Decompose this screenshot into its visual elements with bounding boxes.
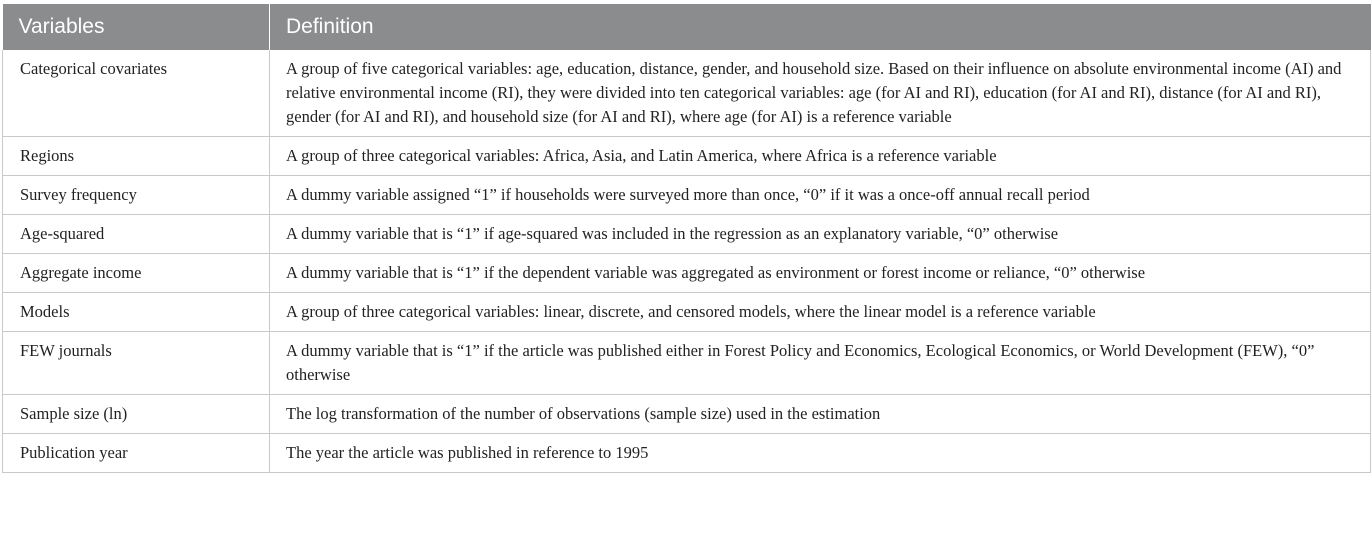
definition-cell: A group of three categorical variables: Africa, Asia, and Latin America, where Africa is a reference variable bbox=[270, 137, 1371, 176]
variable-cell: Models bbox=[3, 293, 270, 332]
variables-table bbox=[2, 4, 1371, 473]
variable-cell: Aggregate income bbox=[3, 254, 270, 293]
definition-cell: The year the article was published in reference to 1995 bbox=[270, 434, 1371, 473]
definition-cell: A dummy variable that is “1” if the article was published either in Forest Policy and Economics, Ecological Economics, or World Development (FEW), “0” otherwise bbox=[270, 332, 1371, 395]
table-row bbox=[3, 137, 1371, 176]
table-row bbox=[3, 332, 1371, 395]
variable-cell: Regions bbox=[3, 137, 270, 176]
definition-cell: A group of five categorical variables: age, education, distance, gender, and household size. Based on their influence on absolute environmental income (AI) and relative environmental income (RI), they were divided into ten categorical variables: age (for AI and RI), education (for AI and RI), distance (for AI and RI), gender (for AI and RI), and household size (for AI and RI), where age (for AI) is a reference variable bbox=[270, 50, 1371, 137]
header-row bbox=[3, 4, 1371, 50]
variable-cell: Publication year bbox=[3, 434, 270, 473]
definition-cell: A dummy variable assigned “1” if households were surveyed more than once, “0” if it was a once-off annual recall period bbox=[270, 176, 1371, 215]
header-definition: Definition bbox=[270, 4, 1371, 50]
variable-cell: Survey frequency bbox=[3, 176, 270, 215]
variable-cell: Categorical covariates bbox=[3, 50, 270, 137]
table-row bbox=[3, 395, 1371, 434]
definition-cell: A group of three categorical variables: linear, discrete, and censored models, where the linear model is a reference variable bbox=[270, 293, 1371, 332]
table-row bbox=[3, 176, 1371, 215]
table-row bbox=[3, 215, 1371, 254]
table-row bbox=[3, 50, 1371, 137]
table-body bbox=[3, 50, 1371, 473]
table-header bbox=[3, 4, 1371, 50]
variable-cell: Sample size (ln) bbox=[3, 395, 270, 434]
variable-cell: FEW journals bbox=[3, 332, 270, 395]
definition-cell: A dummy variable that is “1” if the dependent variable was aggregated as environment or forest income or reliance, “0” otherwise bbox=[270, 254, 1371, 293]
table-row bbox=[3, 434, 1371, 473]
table-row bbox=[3, 293, 1371, 332]
header-variables: Variables bbox=[3, 4, 270, 50]
definition-cell: A dummy variable that is “1” if age-squared was included in the regression as an explanatory variable, “0” otherwise bbox=[270, 215, 1371, 254]
table-row bbox=[3, 254, 1371, 293]
definition-cell: The log transformation of the number of observations (sample size) used in the estimation bbox=[270, 395, 1371, 434]
variable-cell: Age-squared bbox=[3, 215, 270, 254]
